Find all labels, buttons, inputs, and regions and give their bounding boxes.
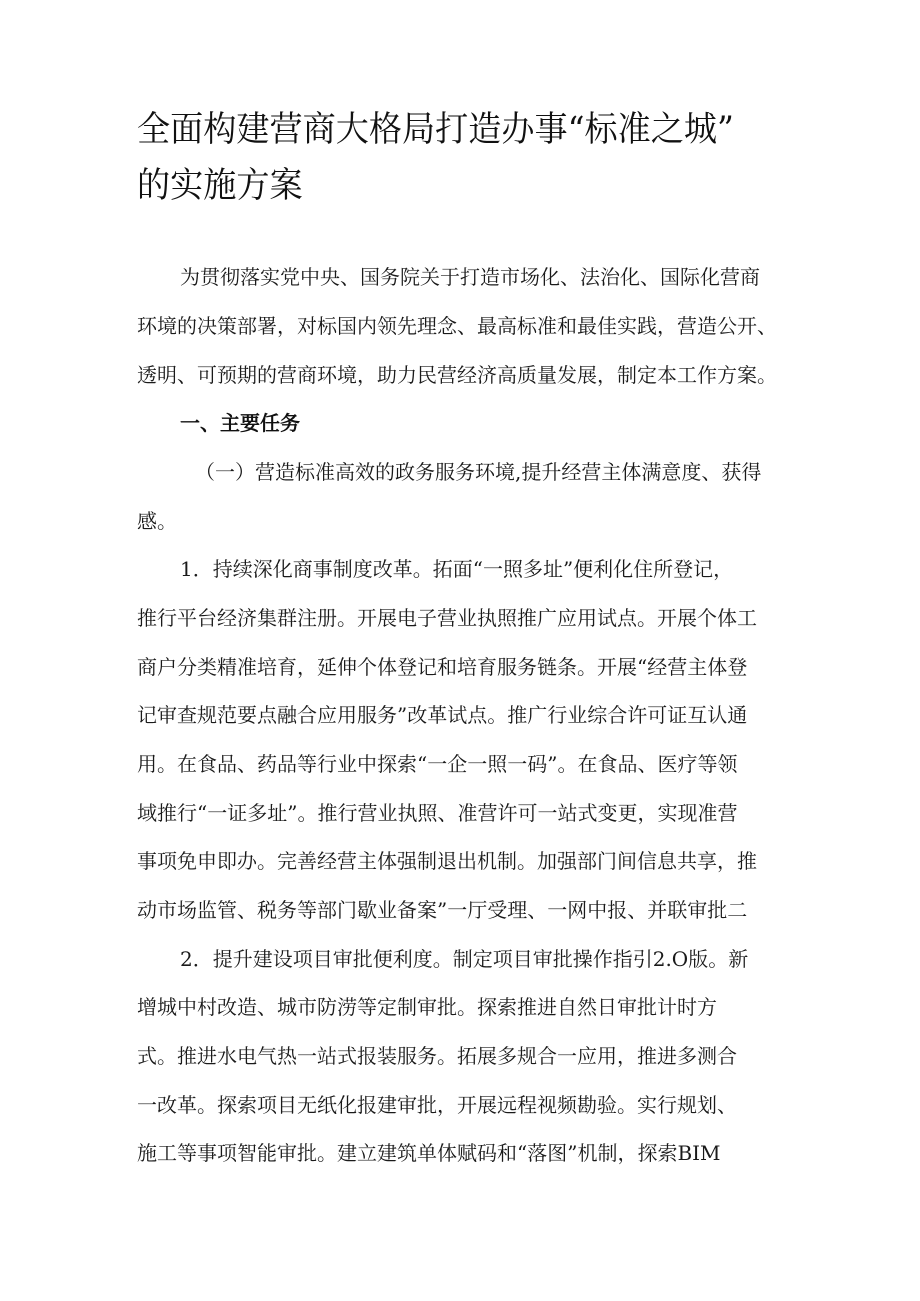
item2-line-4: 一改革。探索项目无纸化报建审批，开展远程视频勘验。实行规划、 bbox=[137, 1093, 737, 1117]
item1-line-6: 域推行“一证多址”。推行营业执照、准营许可一站式变更，实现准营 bbox=[137, 801, 738, 825]
subsection-line-2: 感。 bbox=[137, 509, 177, 533]
item2-line-3: 式。推进水电气热一站式报装服务。拓展多规合一应用，推进多测合 bbox=[137, 1044, 737, 1068]
item1-line-3: 商户分类精准培育，延伸个体登记和培育服务链条。开展“经营主体登 bbox=[137, 655, 748, 679]
item2-line-5: 施工等事项智能审批。建立建筑单体赋码和“落图”机制，探索BIM bbox=[137, 1141, 721, 1165]
intro-line-1: 为贯彻落实党中央、国务院关于打造市场化、法治化、国际化营商 bbox=[180, 265, 760, 289]
item2-line-1: 2．提升建设项目审批便利度。制定项目审批操作指引2.O版。新 bbox=[180, 947, 749, 971]
item1-line-4: 记审查规范要点融合应用服务”改革试点。推广行业综合许可证互认通 bbox=[137, 703, 748, 727]
subsection-line-1: （一）营造标准高效的政务服务环境,提升经营主体满意度、获得 bbox=[195, 460, 762, 484]
item1-line-7: 事项免申即办。完善经营主体强制退出机制。加强部门间信息共享，推 bbox=[137, 849, 757, 873]
item1-line-5: 用。在食品、药品等行业中探索“一企一照一码”。在食品、医疗等领 bbox=[137, 752, 738, 776]
section-heading: 一、主要任务 bbox=[180, 411, 300, 435]
intro-line-2: 环境的决策部署，对标国内领先理念、最高标准和最佳实践，营造公开、 bbox=[137, 314, 777, 338]
item1-line-8: 动市场监管、税务等部门歇业备案”一厅受理、一网中报、并联审批二 bbox=[137, 898, 748, 922]
title-line-2: 的实施方案 bbox=[137, 166, 303, 206]
intro-line-3: 透明、可预期的营商环境，助力民营经济高质量发展，制定本工作方案。 bbox=[137, 363, 777, 387]
document-title bbox=[137, 102, 827, 214]
title-line-1: 全面构建营商大格局打造办事“标准之城” bbox=[137, 110, 734, 150]
item1-line-1: 1．持续深化商事制度改革。拓面“一照多址”便利化住所登记， bbox=[180, 557, 734, 581]
item1-line-2: 推行平台经济集群注册。开展电子营业执照推广应用试点。开展个体工 bbox=[137, 606, 757, 630]
item2-line-2: 增城中村改造、城市防涝等定制审批。探索推进自然日审批计时方 bbox=[137, 995, 717, 1019]
